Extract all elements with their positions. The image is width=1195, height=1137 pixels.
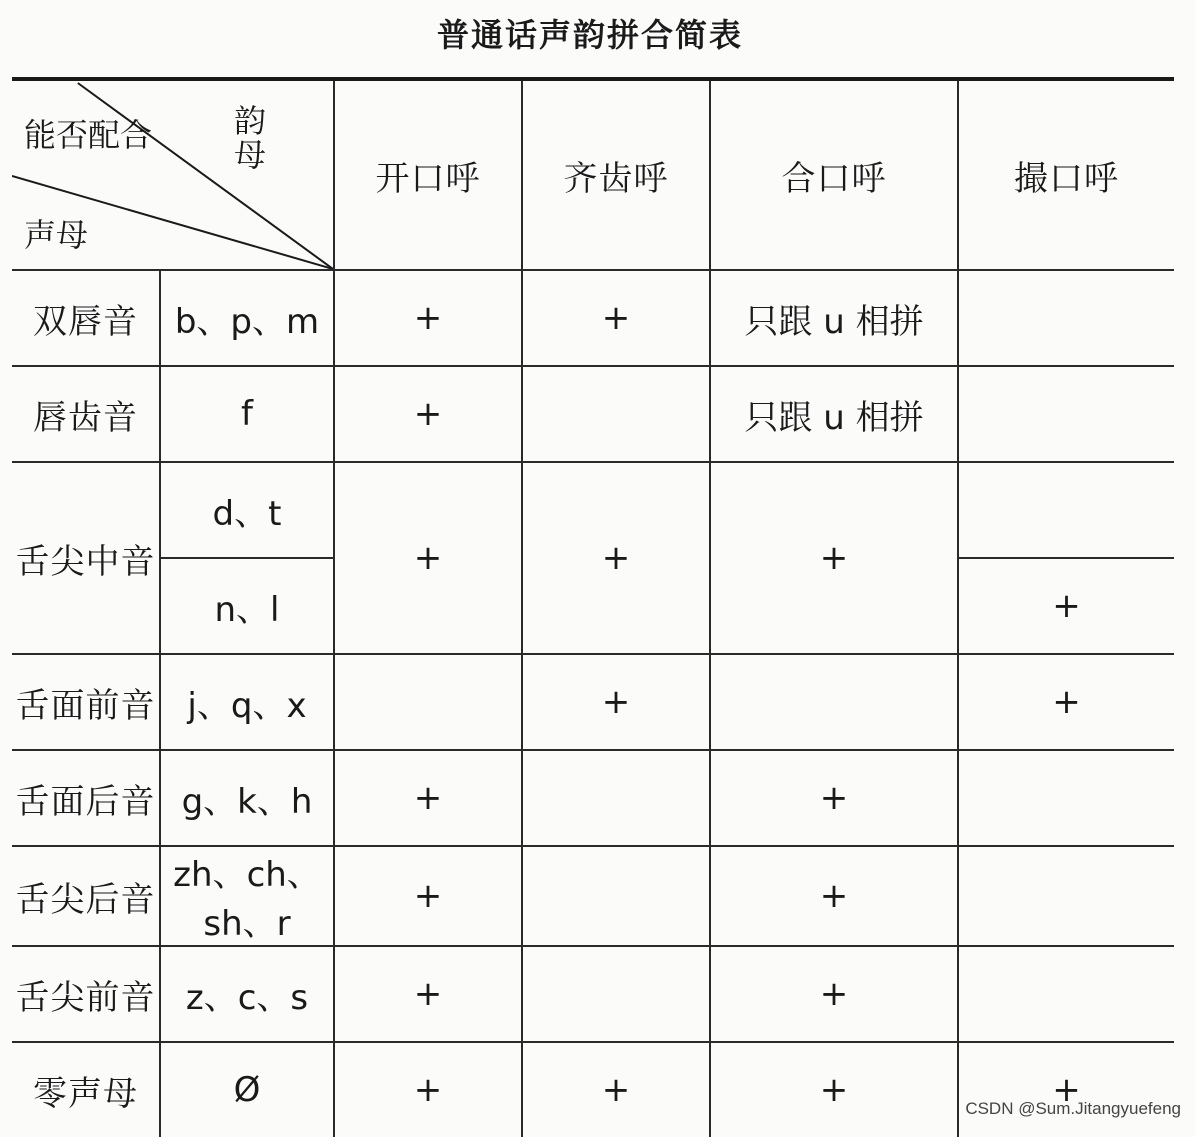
cell-qichi	[522, 750, 710, 846]
cell-hekou: +	[710, 1042, 958, 1137]
cell-kaikou: +	[334, 270, 522, 366]
cell-qichi: +	[522, 654, 710, 750]
cell-hekou: 只跟 u 相拼	[710, 270, 958, 366]
cell-cuokou	[958, 846, 1174, 946]
cell-kaikou: +	[334, 846, 522, 946]
cell-cuokou: +	[958, 1042, 1174, 1137]
cell-kaikou: +	[334, 462, 522, 654]
row-initials: j、q、x	[160, 654, 334, 750]
row-category: 双唇音	[12, 270, 160, 366]
cell-kaikou: +	[334, 1042, 522, 1137]
cell-kaikou	[334, 654, 522, 750]
cell-qichi: +	[522, 462, 710, 654]
col-header-kaikou: 开口呼	[334, 79, 522, 270]
cell-hekou: 只跟 u 相拼	[710, 366, 958, 462]
table-row	[12, 366, 1174, 462]
row-category: 舌面后音	[12, 750, 160, 846]
table-title: 普通话声韵拼合简表	[436, 16, 743, 54]
cell-kaikou: +	[334, 366, 522, 462]
pinyin-combination-table	[12, 77, 1174, 1137]
corner-initials-label: 声母	[24, 216, 89, 254]
table-row	[12, 946, 1174, 1042]
row-initials: n、l	[160, 558, 334, 654]
cell-cuokou	[958, 750, 1174, 846]
cell-qichi	[522, 366, 710, 462]
cell-hekou: +	[710, 946, 958, 1042]
corner-header	[12, 79, 334, 270]
cell-cuokou: +	[958, 654, 1174, 750]
row-category: 舌尖中音	[12, 462, 160, 654]
cell-cuokou	[958, 270, 1174, 366]
row-initials: d、t	[160, 462, 334, 558]
watermark: CSDN @Sum.Jitangyuefeng	[965, 1099, 1181, 1118]
cell-hekou: +	[710, 462, 958, 654]
corner-finals-label: 韵母	[233, 102, 266, 174]
row-category: 舌面前音	[12, 654, 160, 750]
cell-cuokou: +	[958, 558, 1174, 654]
cell-hekou: +	[710, 750, 958, 846]
corner-match-label: 能否配合	[24, 116, 153, 154]
table-row	[12, 1042, 1174, 1137]
cell-cuokou	[958, 946, 1174, 1042]
row-initials: g、k、h	[160, 750, 334, 846]
cell-qichi	[522, 846, 710, 946]
table-row	[12, 846, 1174, 946]
row-initials: zh、ch、sh、r	[160, 846, 334, 946]
row-initials: b、p、m	[160, 270, 334, 366]
table-row	[12, 654, 1174, 750]
row-initials: Ø	[160, 1042, 334, 1137]
table-row	[12, 462, 1174, 558]
cell-cuokou	[958, 462, 1174, 558]
cell-qichi: +	[522, 1042, 710, 1137]
cell-kaikou: +	[334, 946, 522, 1042]
row-category: 零声母	[12, 1042, 160, 1137]
row-initials: z、c、s	[160, 946, 334, 1042]
row-category: 唇齿音	[12, 366, 160, 462]
row-initials: f	[160, 366, 334, 462]
row-category: 舌尖前音	[12, 946, 160, 1042]
table-row	[12, 750, 1174, 846]
col-header-hekou: 合口呼	[710, 79, 958, 270]
cell-kaikou: +	[334, 750, 522, 846]
cell-hekou	[710, 654, 958, 750]
header-row	[12, 79, 1174, 270]
cell-cuokou	[958, 366, 1174, 462]
cell-hekou: +	[710, 846, 958, 946]
table-row	[12, 270, 1174, 366]
col-header-qichi: 齐齿呼	[522, 79, 710, 270]
cell-qichi	[522, 946, 710, 1042]
cell-qichi: +	[522, 270, 710, 366]
col-header-cuokou: 撮口呼	[958, 79, 1174, 270]
row-category: 舌尖后音	[12, 846, 160, 946]
